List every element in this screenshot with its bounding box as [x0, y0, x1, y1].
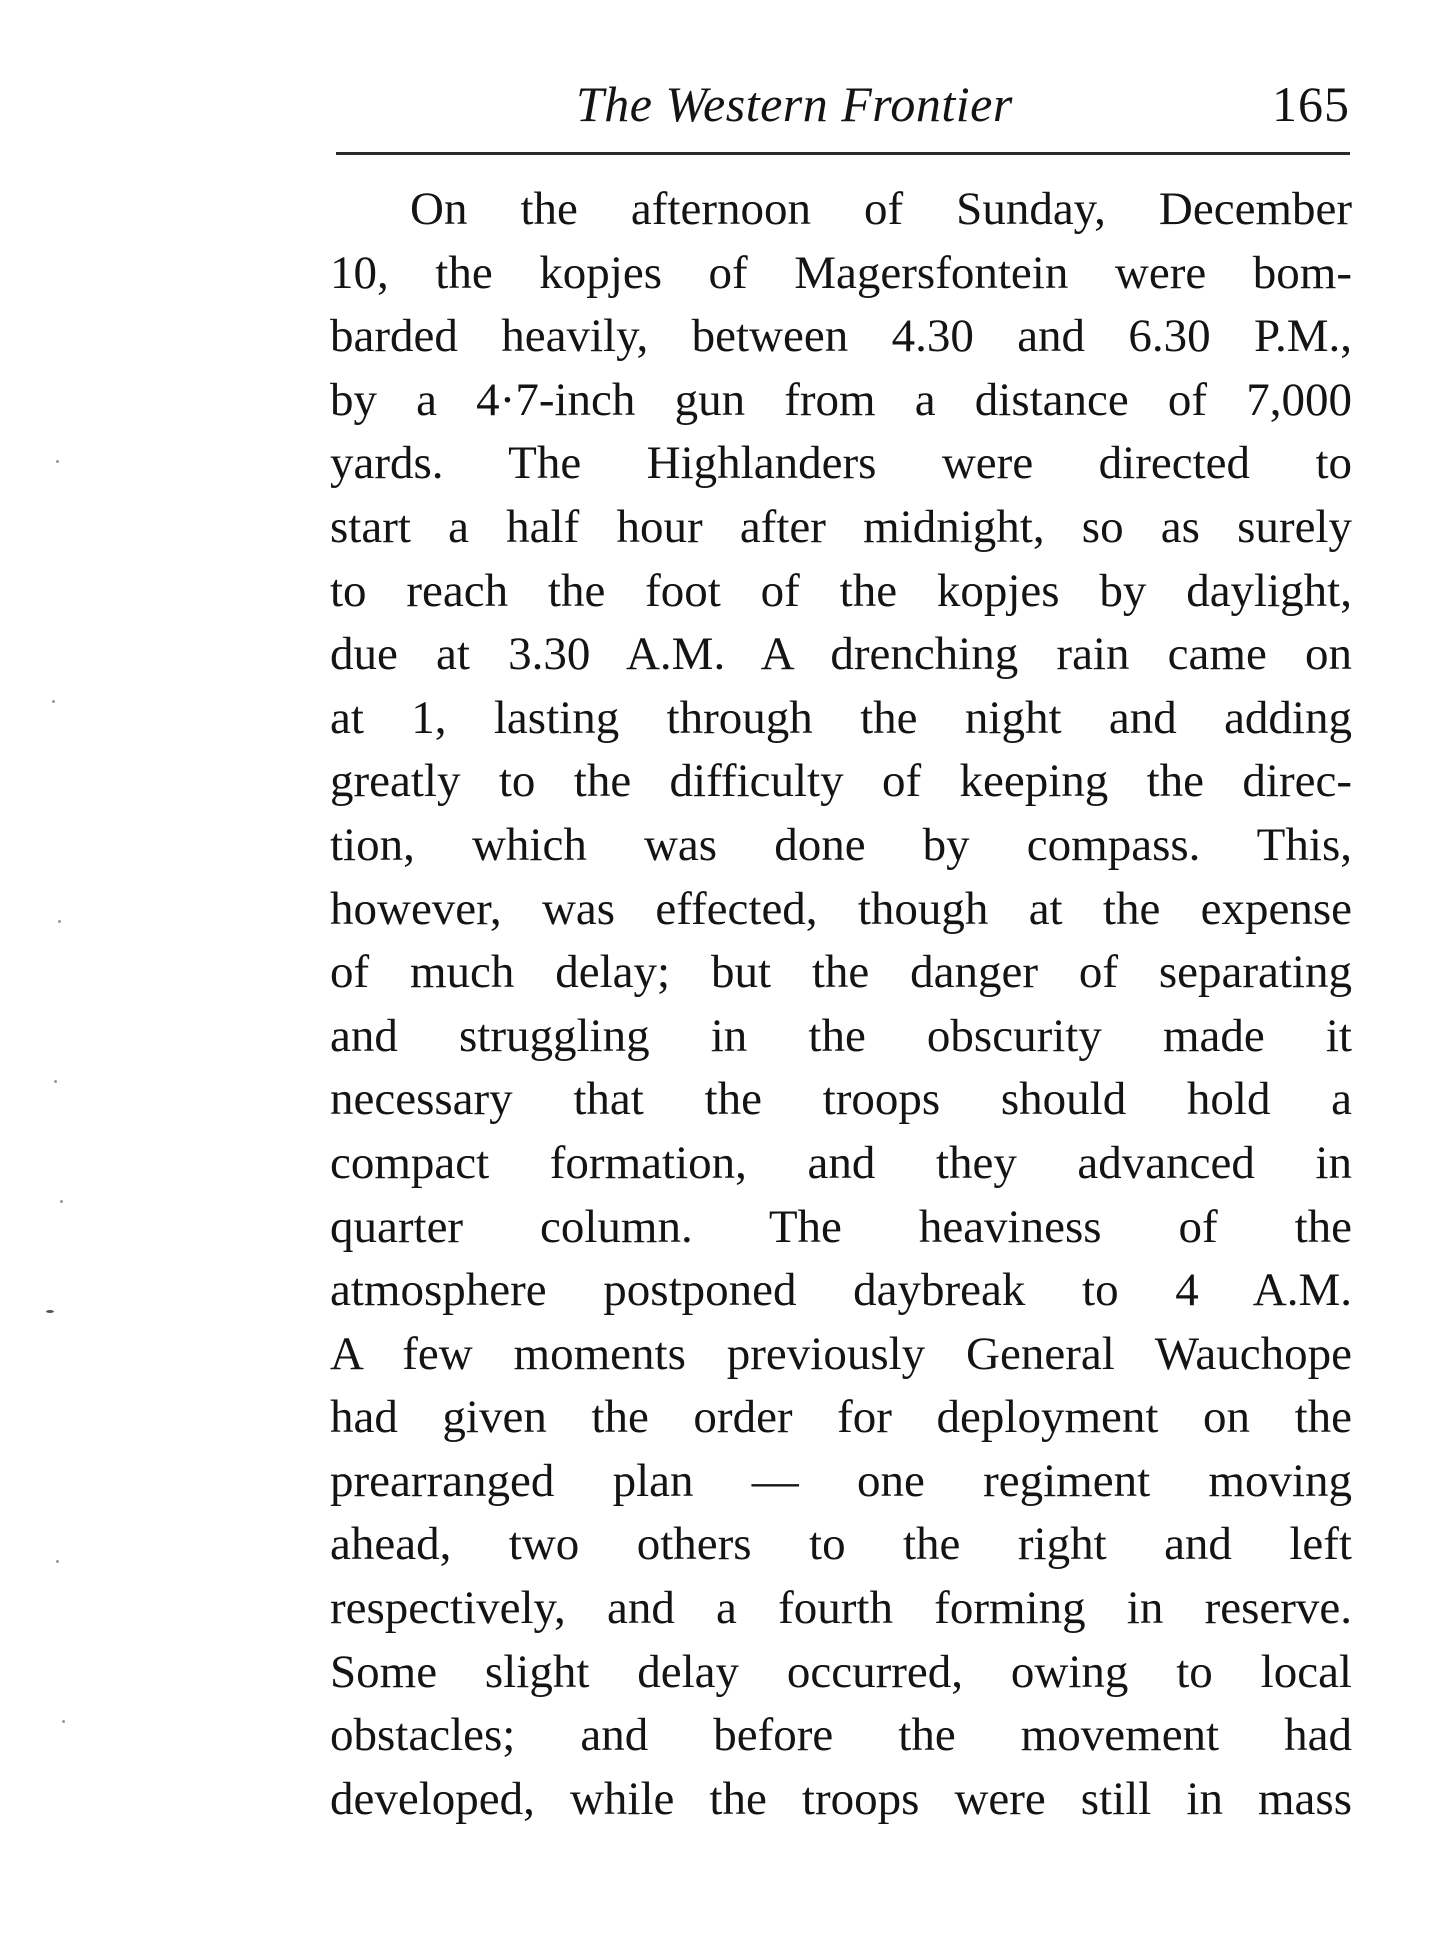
header-rule — [336, 152, 1350, 155]
speck — [56, 1560, 59, 1563]
text-line: start a half hour after midnight, so as surely — [330, 500, 1352, 553]
text-line: yards. The Highlanders were directed to — [330, 437, 1352, 490]
text-line: prearranged plan — one regiment moving — [330, 1454, 1352, 1507]
text-line: Some slight delay occurred, owing to local — [330, 1645, 1352, 1698]
text-line: due at 3.30 A.M. A drenching rain came on — [330, 628, 1352, 681]
text-line: A few moments previously General Wauchope — [330, 1327, 1352, 1380]
text-line: had given the order for deployment on the — [330, 1391, 1352, 1444]
page-number: 165 — [1272, 76, 1350, 132]
speck — [52, 700, 55, 703]
text-line: necessary that the troops should hold a — [330, 1073, 1352, 1126]
text-line: quarter column. The heaviness of the — [330, 1200, 1352, 1253]
speck — [46, 1310, 54, 1313]
text-line: On the afternoon of Sunday, December — [410, 183, 1352, 235]
text-line: respectively, and a fourth forming in reserve. — [330, 1582, 1352, 1635]
text-line: barded heavily, between 4.30 and 6.30 P.M., — [330, 310, 1352, 363]
text-line: ahead, two others to the right and left — [330, 1518, 1352, 1571]
text-line: to reach the foot of the kopjes by daylight, — [330, 564, 1352, 617]
text-line: tion, which was done by compass. This, — [330, 818, 1352, 871]
margin-speckles — [26, 300, 86, 1900]
speck — [56, 460, 59, 463]
text-line: greatly to the difficulty of keeping the direc- — [330, 755, 1352, 808]
body-text — [330, 178, 1352, 1831]
text-line: 10, the kopjes of Magersfontein were bom- — [330, 246, 1352, 299]
text-line: compact formation, and they advanced in — [330, 1136, 1352, 1189]
running-head — [336, 76, 1350, 132]
text-line: and struggling in the obscurity made it — [330, 1009, 1352, 1062]
text-line: at 1, lasting through the night and adding — [330, 691, 1352, 744]
text-line: however, was effected, though at the expense — [330, 882, 1352, 935]
text-line: obstacles; and before the movement had — [330, 1709, 1352, 1762]
text-line: by a 4·7-inch gun from a distance of 7,000 — [330, 373, 1352, 426]
speck — [58, 920, 61, 923]
speck — [60, 1200, 63, 1203]
text-line: of much delay; but the danger of separating — [330, 946, 1352, 999]
speck — [62, 1720, 65, 1723]
text-line: atmosphere postponed daybreak to 4 A.M. — [330, 1264, 1352, 1317]
text-line: developed, while the troops were still in mass — [330, 1772, 1352, 1825]
speck — [54, 1080, 57, 1083]
running-title: The Western Frontier — [576, 76, 1013, 132]
